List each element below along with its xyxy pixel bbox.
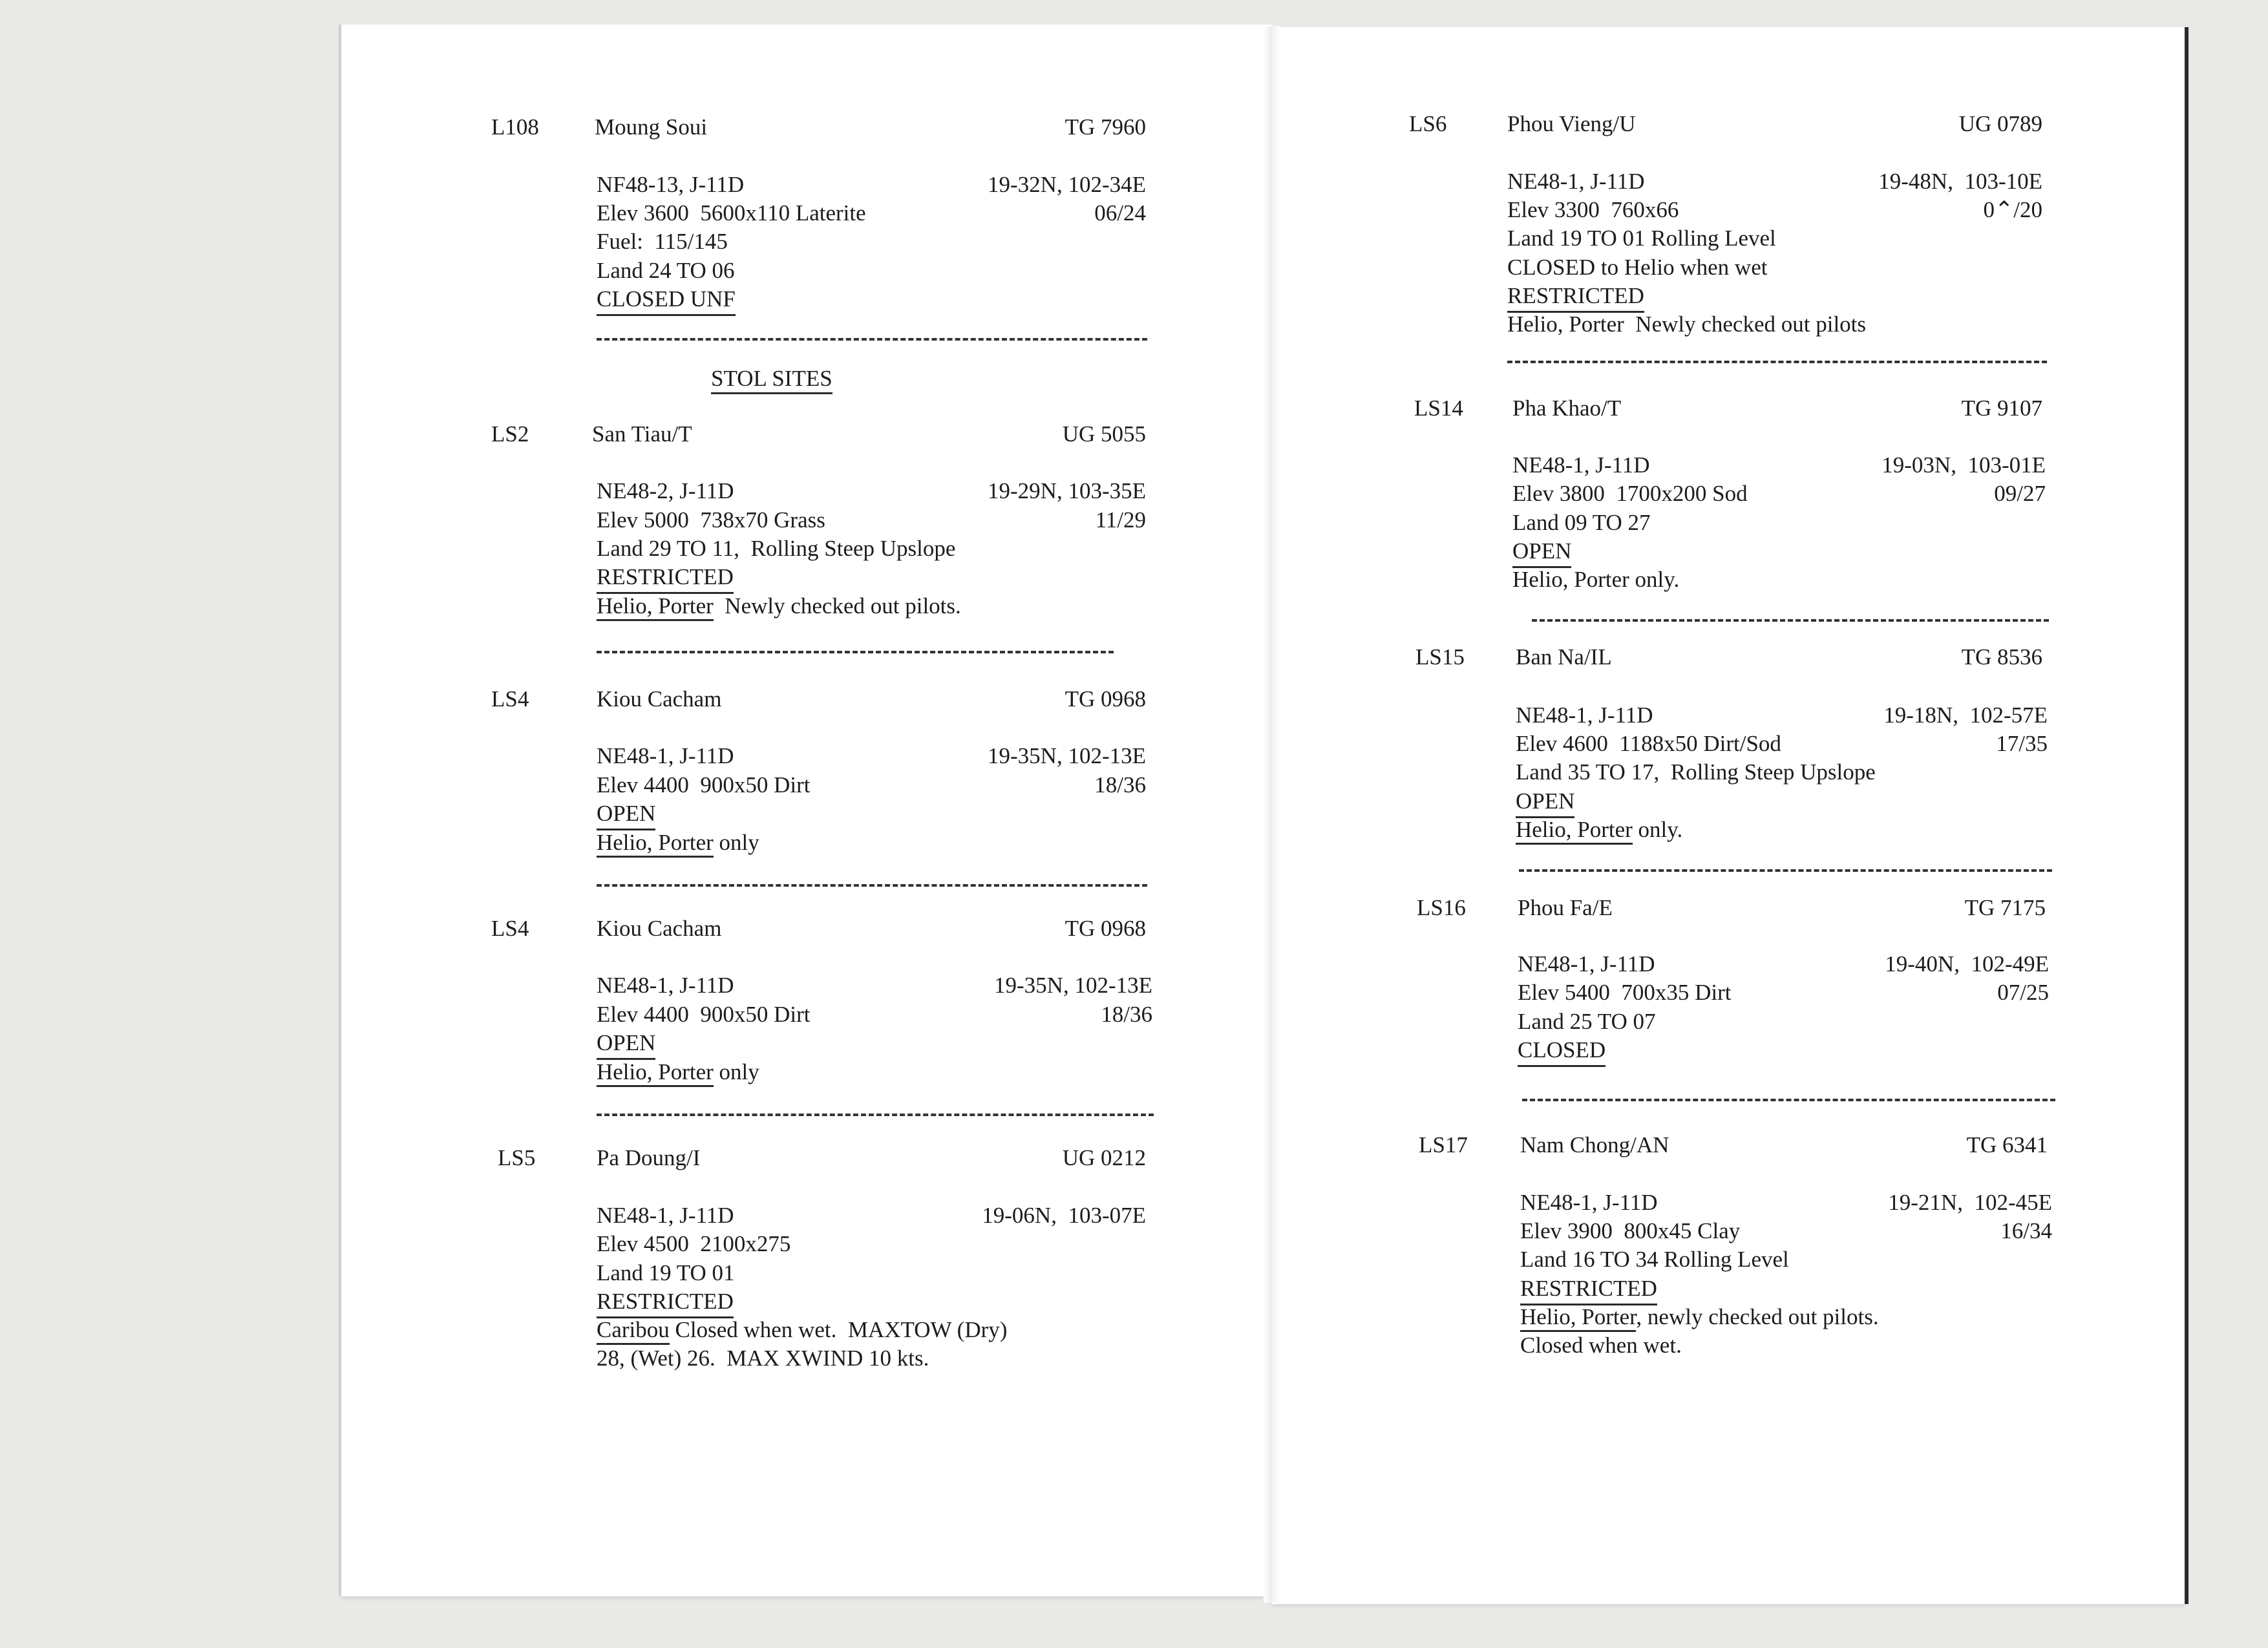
elevation-runway: Elev 3600 5600x110 Laterite	[597, 200, 866, 226]
note: only.	[1632, 817, 1683, 842]
dashed-separator	[597, 651, 1114, 653]
coordinates: 19-21N, 102-45E	[1888, 1190, 2052, 1215]
status: OPEN	[597, 799, 655, 830]
elevation-runway: Elev 4500 2100x275	[597, 1231, 791, 1256]
site-code: LS6	[1409, 111, 1447, 136]
elevation-runway: Elev 3900 800x45 Clay	[1520, 1218, 1741, 1243]
coordinates: 19-35N, 102-13E	[988, 743, 1146, 768]
runway-heading: 07/25	[1997, 980, 2049, 1005]
status: RESTRICTED	[1520, 1274, 1657, 1305]
status: RESTRICTED	[597, 563, 734, 594]
dashed-separator	[1519, 869, 2052, 872]
runway-heading: 16/34	[2000, 1218, 2052, 1243]
note-continued: Closed when wet.	[1520, 1333, 1682, 1358]
chart-ref: NF48-13, J-11D	[597, 172, 745, 197]
aircraft-note: Helio, Porter Newly checked out pilots	[1507, 312, 1867, 337]
aircraft-note	[597, 1058, 759, 1086]
grid-reference: UG 0789	[1958, 111, 2042, 136]
runway-heading: 09/27	[1994, 481, 2046, 506]
note: only	[713, 1059, 759, 1084]
status: RESTRICTED	[1507, 282, 1644, 313]
grid-reference: UG 0212	[1062, 1145, 1146, 1170]
elevation-runway: Elev 4400 900x50 Dirt	[597, 772, 811, 798]
runway-heading: 18/36	[1101, 1002, 1152, 1027]
site-code: LS17	[1419, 1132, 1468, 1157]
status: OPEN	[1512, 537, 1571, 568]
site-name: Kiou Cacham	[597, 686, 722, 712]
status: CLOSED UNF	[597, 285, 736, 316]
coordinates: 19-32N, 102-34E	[988, 172, 1146, 197]
chart-ref: NE48-1, J-11D	[1520, 1190, 1658, 1215]
aircraft: Helio, Porter	[1516, 817, 1633, 845]
fuel: Fuel: 115/145	[597, 229, 728, 254]
landing-direction: Land 19 TO 01	[597, 1260, 735, 1285]
chart-ref: NE48-1, J-11D	[1516, 703, 1653, 728]
book-gutter	[1264, 26, 1280, 1603]
dashed-separator	[1507, 361, 2047, 363]
aircraft-note	[597, 592, 961, 620]
note: Closed when wet. MAXTOW (Dry)	[669, 1317, 1008, 1342]
aircraft: Helio, Porter	[597, 1059, 714, 1087]
dashed-separator	[597, 884, 1147, 887]
site-name: Nam Chong/AN	[1520, 1132, 1669, 1157]
grid-reference: TG 8536	[1961, 644, 2042, 670]
elevation-runway: Elev 5000 738x70 Grass	[597, 507, 825, 533]
site-code: LS5	[498, 1145, 536, 1170]
aircraft: Helio, Porter	[597, 830, 714, 858]
coordinates: 19-29N, 103-35E	[988, 478, 1146, 503]
coordinates: 19-48N, 103-10E	[1878, 169, 2042, 194]
aircraft-note	[597, 829, 759, 857]
landing-direction: Land 25 TO 07	[1518, 1009, 1656, 1034]
dashed-separator	[597, 338, 1147, 341]
runway-heading: 0⌃/20	[1983, 197, 2042, 222]
site-name: San Tiau/T	[592, 421, 692, 447]
status: CLOSED	[1518, 1036, 1606, 1067]
landing-direction: Land 35 TO 17, Rolling Steep Upslope	[1516, 759, 1876, 785]
coordinates: 19-18N, 102-57E	[1883, 703, 2048, 728]
elevation-runway: Elev 3300 760x66	[1507, 197, 1679, 222]
grid-reference: TG 9107	[1961, 396, 2042, 421]
aircraft-note	[1516, 816, 1682, 844]
coordinates: 19-06N, 103-07E	[982, 1203, 1146, 1228]
grid-reference: TG 7175	[1964, 895, 2046, 920]
grid-reference: UG 5055	[1062, 421, 1146, 447]
aircraft-note	[597, 1316, 1007, 1344]
landing-direction: Land 09 TO 27	[1512, 510, 1651, 535]
runway-heading: 11/29	[1095, 507, 1146, 533]
runway-heading: 18/36	[1094, 772, 1146, 798]
elevation-runway: Elev 4600 1188x50 Dirt/Sod	[1516, 731, 1781, 756]
grid-reference: TG 0968	[1065, 916, 1146, 941]
aircraft: Helio, Porter	[597, 593, 714, 621]
landing-direction: Land 16 TO 34 Rolling Level	[1520, 1247, 1789, 1272]
note: , newly checked out pilots.	[1636, 1304, 1879, 1329]
landing-direction: Land 19 TO 01 Rolling Level	[1507, 226, 1776, 251]
aircraft-note: Helio, Porter only.	[1512, 567, 1680, 592]
aircraft: Helio, Porter	[1520, 1304, 1636, 1332]
site-name: Pa Doung/I	[597, 1145, 701, 1170]
elevation-runway: Elev 5400 700x35 Dirt	[1518, 980, 1732, 1005]
condition: CLOSED to Helio when wet	[1507, 255, 1768, 280]
site-name: Moung Soui	[595, 114, 708, 140]
note: only	[713, 830, 759, 855]
section-heading: STOL SITES	[711, 366, 832, 394]
site-code: LS15	[1415, 644, 1465, 670]
site-code: LS4	[491, 686, 529, 712]
site-name: Ban Na/IL	[1516, 644, 1612, 670]
coordinates: 19-40N, 102-49E	[1885, 951, 2049, 977]
site-code: LS2	[491, 421, 529, 447]
grid-reference: TG 0968	[1065, 686, 1146, 712]
landing-direction: Land 29 TO 11, Rolling Steep Upslope	[597, 536, 956, 561]
site-code: LS16	[1417, 895, 1466, 920]
elevation-runway: Elev 4400 900x50 Dirt	[597, 1002, 811, 1027]
coordinates: 19-35N, 102-13E	[994, 973, 1152, 998]
dashed-separator	[597, 1114, 1154, 1116]
status: RESTRICTED	[597, 1287, 734, 1318]
chart-ref: NE48-1, J-11D	[597, 743, 734, 768]
chart-ref: NE48-1, J-11D	[1507, 169, 1645, 194]
chart-ref: NE48-1, J-11D	[1518, 951, 1655, 977]
chart-ref: NE48-1, J-11D	[1512, 452, 1650, 478]
elevation-runway: Elev 3800 1700x200 Sod	[1512, 481, 1748, 506]
aircraft-note	[1520, 1303, 1879, 1331]
site-name: Phou Fa/E	[1518, 895, 1613, 920]
runway-heading: 17/35	[1996, 731, 2048, 756]
status: OPEN	[597, 1029, 655, 1060]
dashed-separator	[1522, 1099, 2055, 1101]
chart-ref: NE48-1, J-11D	[597, 973, 734, 998]
chart-ref: NE48-2, J-11D	[597, 478, 734, 503]
site-code: L108	[491, 114, 539, 140]
site-name: Pha Khao/T	[1512, 396, 1622, 421]
status: OPEN	[1516, 787, 1574, 818]
chart-ref: NE48-1, J-11D	[597, 1203, 734, 1228]
dashed-separator	[1532, 619, 2049, 622]
site-code: LS4	[491, 916, 529, 941]
grid-reference: TG 7960	[1065, 114, 1146, 140]
aircraft: Caribou	[597, 1317, 670, 1345]
site-name: Kiou Cacham	[597, 916, 722, 941]
grid-reference: TG 6341	[1966, 1132, 2048, 1157]
site-code: LS14	[1414, 396, 1463, 421]
coordinates: 19-03N, 103-01E	[1881, 452, 2046, 478]
runway-heading: 06/24	[1094, 200, 1146, 226]
note: Newly checked out pilots.	[713, 593, 961, 618]
site-name: Phou Vieng/U	[1507, 111, 1636, 136]
landing-direction: Land 24 TO 06	[597, 258, 735, 283]
note-continued: 28, (Wet) 26. MAX XWIND 10 kts.	[597, 1346, 929, 1371]
